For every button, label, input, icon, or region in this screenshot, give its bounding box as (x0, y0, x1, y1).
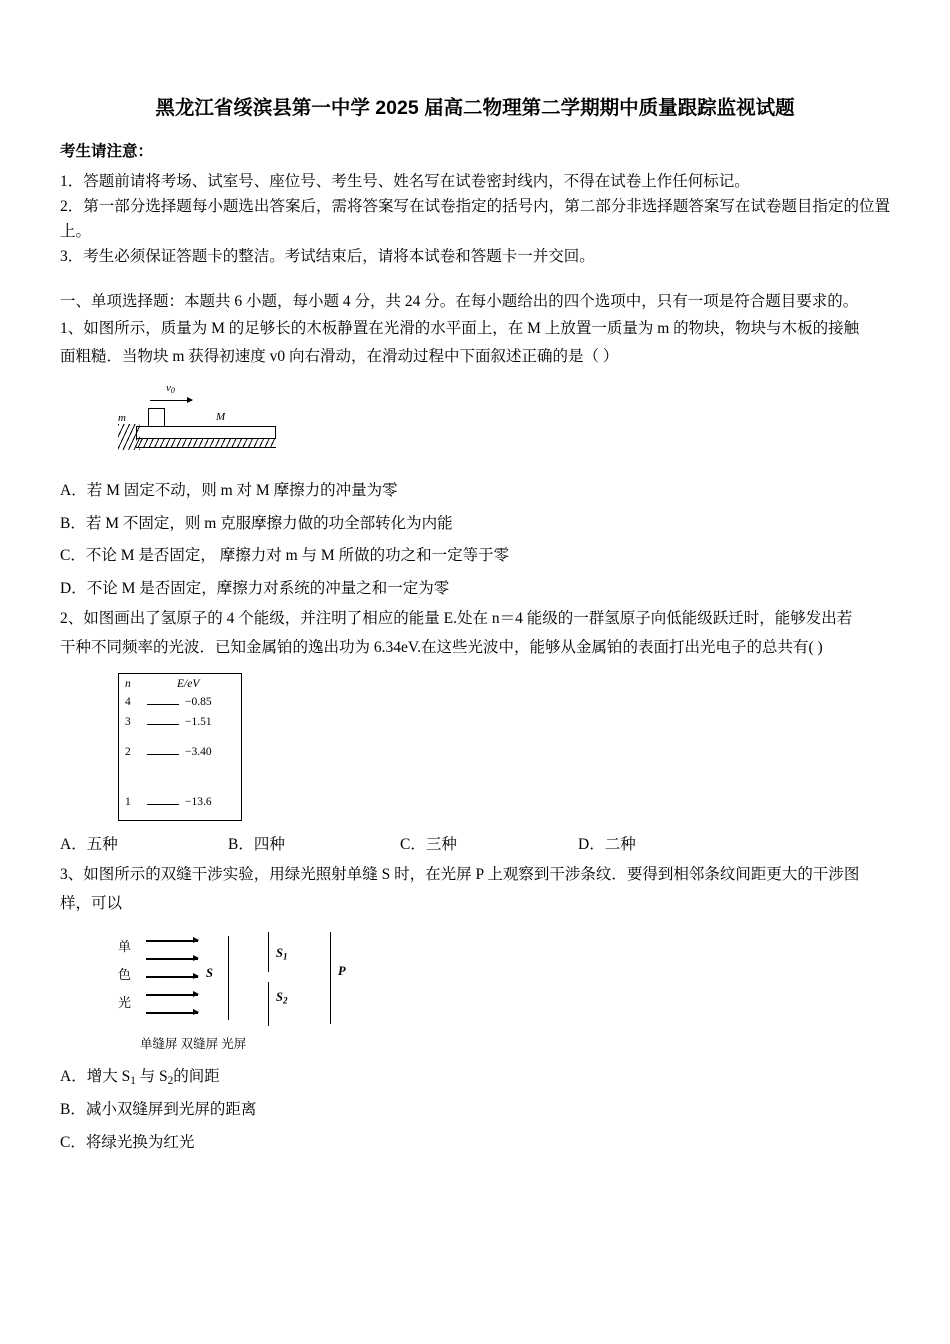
question-1-option-b: B．若 M 不固定，则 m 克服摩擦力做的功全部转化为内能 (60, 514, 453, 532)
level-energy-value: −1.51 (185, 715, 212, 728)
level-energy-value: −0.85 (185, 695, 212, 708)
question-3-text-1: 如图所示的双缝干涉实验，用绿光照射单缝 S 时，在光屏 P 上观察到干涉条纹．要得到相邻条纹间距更大的干涉图 (83, 866, 860, 884)
energy-level-row (119, 746, 241, 760)
question-1-option-d: D．不论 M 是否固定，摩擦力对系统的冲量之和一定为零 (60, 579, 450, 597)
notice-line-3: 3．考生必须保证答题卡的整洁。考试结束后，请将本试卷和答题卡一并交回。 (60, 248, 595, 266)
notice-heading: 考生请注意： (60, 143, 154, 161)
double-slit-screen-lower (268, 982, 269, 1026)
question-3-option-a: A．增大 $S_1$ 与 $S_2$的间距 (60, 1068, 220, 1088)
question-2-option-c: C．三种 (400, 835, 457, 853)
source-label-2: 色 (118, 967, 132, 983)
double-slit-screen-upper (268, 932, 269, 972)
light-ray-arrow-icon (146, 994, 198, 995)
question-2-option-b: B．四种 (228, 835, 285, 853)
question-3-option-b: B．减小双缝屏到光屏的距离 (60, 1100, 257, 1118)
small-block (148, 408, 165, 427)
section-one-heading: 一、单项选择题：本题共 6 小题，每小题 4 分，共 24 分。在每小题给出的四个选项中，只有一项是符合题目要求的。 (60, 292, 859, 310)
level-n-value: 3 (125, 715, 131, 728)
question-3-stem-line-2: 样，可以 (60, 894, 123, 912)
light-ray-arrow-icon (146, 940, 198, 941)
source-label-3: 光 (118, 995, 132, 1011)
slit-s2-label: $S_2$ (276, 990, 288, 1006)
notice-line-1: 1．答题前请将考场、试室号、座位号、考生号、姓名写在试卷密封线内，不得在试卷上作任何标记。 (60, 173, 750, 191)
level-n-value: 1 (125, 795, 131, 808)
light-ray-arrow-icon (146, 1012, 198, 1013)
level-n-value: 4 (125, 695, 131, 708)
figure-caption: 单缝屏 双缝屏 光屏 (140, 1037, 247, 1052)
velocity-arrow-icon (150, 400, 192, 401)
question-3-option-c: C．将绿光换为红光 (60, 1133, 195, 1151)
energy-diagram-header-n: n (125, 677, 131, 690)
question-2-text-1: 如图画出了氢原子的 4 个能级，并注明了相应的能量 E.处在 n＝4 能级的一群氢原子向低能级跃迁时，能够发出若 (83, 610, 853, 628)
screen-p-label: P (338, 964, 346, 979)
energy-level-row (119, 696, 241, 710)
question-1-stem-line-1 (60, 315, 890, 344)
energy-level-diagram (118, 673, 242, 821)
velocity-label: $v_0$ (166, 382, 175, 396)
question-2-number: 2、 (60, 610, 84, 628)
question-1-number: 1、 (60, 319, 84, 337)
question-1-text-1: 如图所示，质量为 M 的足够长的木板静置在光滑的水平面上，在 M 上放置一质量为 m 的物块，物块与木板的接触 (83, 319, 860, 337)
page-title: 黑龙江省绥滨县第一中学 2025 届高二物理第二学期期中质量跟踪监视试题 (155, 97, 795, 119)
level-energy-value: −3.40 (185, 745, 212, 758)
level-n-value: 2 (125, 745, 131, 758)
question-2-stem-line-2: 干种不同频率的光波．已知金属铂的逸出功为 6.34eV.在这些光波中，能够从金属铂的表面打出光电子的总共有( ) (60, 638, 823, 656)
question-3-number: 3、 (60, 866, 84, 884)
question-2-option-d: D．二种 (578, 835, 636, 853)
mass-m-label: m (118, 412, 126, 424)
level-line (147, 704, 179, 705)
energy-diagram-header-e: E/eV (177, 677, 200, 690)
question-2-stem-line-1 (60, 605, 890, 634)
single-slit-label: S (206, 966, 213, 981)
question-2-options (60, 829, 890, 862)
question-1-stem-line-2: 面粗糙．当物块 m 获得初速度 v0 向右滑动，在滑动过程中下面叙述正确的是（ ） (60, 348, 619, 366)
single-slit-screen (228, 936, 229, 1020)
question-1-option-a: A．若 M 固定不动，则 m 对 M 摩擦力的冲量为零 (60, 482, 398, 499)
level-line (147, 754, 179, 755)
slit-s1-label: $S_1$ (276, 946, 288, 962)
question-1-option-c: C．不论 M 是否固定， 摩擦力对 m 与 M 所做的功之和一定等于零 (60, 547, 510, 565)
question-3-stem-line-1 (60, 861, 890, 890)
level-energy-value: −13.6 (185, 795, 212, 808)
source-label-1: 单 (118, 939, 132, 955)
light-ray-arrow-icon (146, 976, 198, 977)
level-line (147, 804, 179, 805)
double-slit-figure (118, 930, 378, 1055)
level-line (147, 724, 179, 725)
observation-screen (330, 932, 331, 1024)
long-board (136, 426, 276, 439)
notice-line-2: 2．第一部分选择题每小题选出答案后，需将答案写在试卷指定的括号内，第二部分非选择题答案写在试卷题目指定的位置上。 (60, 198, 890, 241)
energy-level-row (119, 716, 241, 730)
light-ray-arrow-icon (146, 958, 198, 959)
ground-hatching (136, 439, 276, 447)
mass-M-label: M (216, 411, 226, 423)
ground-line (136, 447, 276, 448)
question-2-option-a: A．五种 (60, 835, 118, 853)
energy-level-row (119, 796, 241, 810)
block-on-board-figure (118, 380, 278, 465)
